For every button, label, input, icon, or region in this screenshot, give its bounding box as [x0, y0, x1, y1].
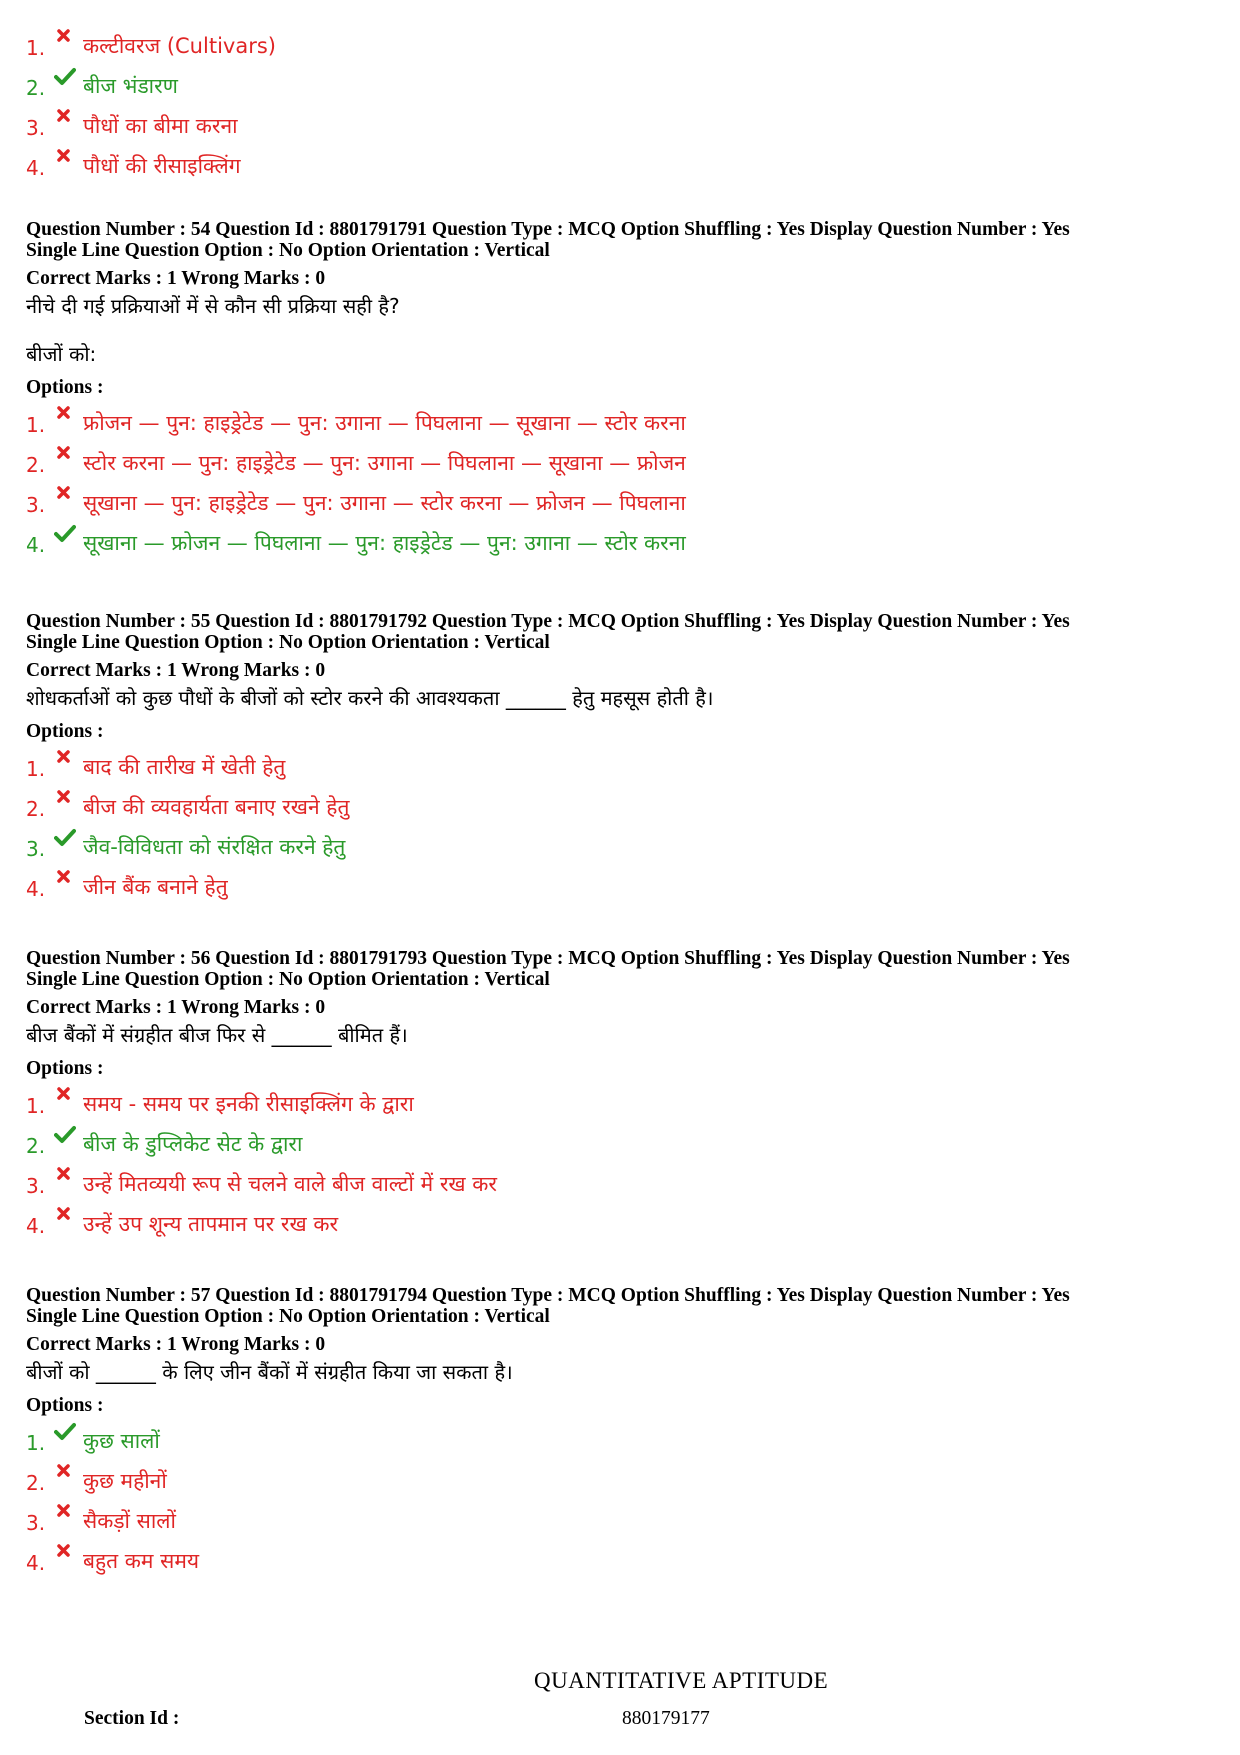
- question-meta-line-1: Question Number : 55 Question Id : 8801791792 Question Type : MCQ Option Shuffling : Yes Display Question Number : Yes: [26, 611, 1070, 632]
- option-item: [26, 1124, 1070, 1164]
- option-number: 2.: [26, 76, 46, 100]
- option-number: 2.: [26, 1471, 46, 1495]
- question-marks: Correct Marks : 1 Wrong Marks : 0: [26, 660, 326, 681]
- question-meta-line-2: Single Line Question Option : No Option Orientation : Vertical: [26, 969, 550, 990]
- option-text: स्टोर करना — पुन: हाइड्रेटेड — पुन: उगाना — पिघलाना — सूखाना — फ्रोजन: [83, 451, 686, 475]
- option-item: [26, 483, 1070, 523]
- option-number: 2.: [26, 797, 46, 821]
- option-number: 4.: [26, 533, 46, 557]
- option-number: 2.: [26, 1134, 46, 1158]
- question-subtext: बीजों को:: [26, 342, 97, 366]
- option-number: 2.: [26, 453, 46, 477]
- option-number: 3.: [26, 1511, 46, 1535]
- option-item: [26, 747, 1070, 787]
- cross-icon: [54, 443, 76, 465]
- options-label: Options :: [26, 1058, 104, 1079]
- option-text: उन्हें उप शून्य तापमान पर रख कर: [83, 1212, 339, 1236]
- cross-icon: [54, 403, 76, 425]
- question-block-56: [26, 948, 1070, 1244]
- option-number: 1.: [26, 1094, 46, 1118]
- option-item: [26, 787, 1070, 827]
- question-block-55: [26, 611, 1070, 907]
- option-text: जीन बैंक बनाने हेतु: [83, 875, 228, 899]
- section-title: QUANTITATIVE APTITUDE: [534, 1668, 829, 1693]
- option-text: बाद की तारीख में खेती हेतु: [83, 755, 286, 779]
- cross-icon: [54, 1501, 76, 1523]
- option-text: कुछ सालों: [83, 1429, 160, 1453]
- cross-icon: [54, 1541, 76, 1563]
- option-text: सैकड़ों सालों: [83, 1509, 176, 1533]
- options-label: Options :: [26, 721, 104, 742]
- option-text: उन्हें मितव्ययी रूप से चलने वाले बीज वाल्टों में रख कर: [83, 1172, 498, 1196]
- section-id-label: Section Id :: [84, 1708, 180, 1729]
- option-text: कल्टीवरज (Cultivars): [83, 34, 276, 58]
- option-number: 4.: [26, 1214, 46, 1238]
- question-marks: Correct Marks : 1 Wrong Marks : 0: [26, 1334, 326, 1355]
- option-item: [26, 1461, 1070, 1501]
- option-text: सूखाना — फ्रोजन — पिघलाना — पुन: हाइड्रेटेड — पुन: उगाना — स्टोर करना: [83, 531, 686, 555]
- question-text: नीचे दी गई प्रक्रियाओं में से कौन सी प्रक्रिया सही है?: [26, 294, 400, 318]
- option-text: पौधों की रीसाइक्लिंग: [83, 154, 241, 178]
- option-text: कुछ महीनों: [83, 1469, 167, 1493]
- option-text: फ्रोजन — पुन: हाइड्रेटेड — पुन: उगाना — पिघलाना — सूखाना — स्टोर करना: [83, 411, 686, 435]
- option-text: बहुत कम समय: [83, 1549, 200, 1573]
- option-number: 3.: [26, 837, 46, 861]
- option-number: 3.: [26, 116, 46, 140]
- cross-icon: [54, 1204, 76, 1226]
- option-text: बीज की व्यवहार्यता बनाए रखने हेतु: [83, 795, 350, 819]
- options-list: [26, 403, 1070, 563]
- option-text: समय - समय पर इनकी रीसाइक्लिंग के द्वारा: [83, 1092, 414, 1116]
- option-item: [26, 443, 1070, 483]
- cross-icon: [54, 867, 76, 889]
- option-number: 1.: [26, 1431, 46, 1455]
- cross-icon: [54, 787, 76, 809]
- question-meta-line-1: Question Number : 57 Question Id : 8801791794 Question Type : MCQ Option Shuffling : Yes Display Question Number : Yes: [26, 1285, 1070, 1306]
- option-number: 3.: [26, 1174, 46, 1198]
- cross-icon: [54, 146, 76, 168]
- check-icon: [54, 1124, 76, 1146]
- option-number: 4.: [26, 1551, 46, 1575]
- section-id-value: 880179177: [622, 1708, 710, 1729]
- options-label: Options :: [26, 377, 104, 398]
- question-meta-line-1: Question Number : 56 Question Id : 8801791793 Question Type : MCQ Option Shuffling : Yes Display Question Number : Yes: [26, 948, 1070, 969]
- options-label: Options :: [26, 1395, 104, 1416]
- cross-icon: [54, 1461, 76, 1483]
- check-icon: [54, 523, 76, 545]
- option-text: बीज भंडारण: [83, 74, 178, 98]
- check-icon: [54, 1421, 76, 1443]
- option-number: 3.: [26, 493, 46, 517]
- option-number: 1.: [26, 757, 46, 781]
- option-item: [26, 1204, 1070, 1244]
- check-icon: [54, 66, 76, 88]
- option-text: बीज के डुप्लिकेट सेट के द्वारा: [83, 1132, 303, 1156]
- option-number: 1.: [26, 413, 46, 437]
- option-item: [26, 1501, 1070, 1541]
- question-marks: Correct Marks : 1 Wrong Marks : 0: [26, 268, 326, 289]
- question-meta-line-2: Single Line Question Option : No Option Orientation : Vertical: [26, 632, 550, 653]
- option-item: [26, 1541, 1070, 1581]
- question-text: शोधकर्ताओं को कुछ पौधों के बीजों को स्टोर करने की आवश्यकता ______ हेतु महसूस होती है।: [26, 686, 714, 710]
- option-text: सूखाना — पुन: हाइड्रेटेड — पुन: उगाना — स्टोर करना — फ्रोजन — पिघलाना: [83, 491, 686, 515]
- cross-icon: [54, 106, 76, 128]
- cross-icon: [54, 747, 76, 769]
- question-meta-line-2: Single Line Question Option : No Option Orientation : Vertical: [26, 1306, 550, 1327]
- option-item: [26, 403, 1070, 443]
- option-item: [26, 1084, 1070, 1124]
- question-block-54: [26, 219, 1070, 563]
- question-meta-line-2: Single Line Question Option : No Option Orientation : Vertical: [26, 240, 550, 261]
- option-item: [26, 523, 1070, 563]
- option-item: [26, 867, 1070, 907]
- question-meta-line-1: Question Number : 54 Question Id : 8801791791 Question Type : MCQ Option Shuffling : Yes Display Question Number : Yes: [26, 219, 1070, 240]
- options-list: [26, 1421, 1070, 1581]
- question-text: बीज बैंकों में संग्रहीत बीज फिर से ______ बीमित हैं।: [26, 1023, 408, 1047]
- question-marks: Correct Marks : 1 Wrong Marks : 0: [26, 997, 326, 1018]
- option-item: [26, 1164, 1070, 1204]
- option-number: 4.: [26, 877, 46, 901]
- cross-icon: [54, 1084, 76, 1106]
- cross-icon: [54, 483, 76, 505]
- option-text: जैव-विविधता को संरक्षित करने हेतु: [83, 835, 346, 859]
- cross-icon: [54, 1164, 76, 1186]
- check-icon: [54, 827, 76, 849]
- option-number: 1.: [26, 36, 46, 60]
- question-block-57: [26, 1285, 1070, 1581]
- option-text: पौधों का बीमा करना: [83, 114, 238, 138]
- options-list: [26, 1084, 1070, 1244]
- question-text: बीजों को ______ के लिए जीन बैंकों में संग्रहीत किया जा सकता है।: [26, 1360, 513, 1384]
- option-number: 4.: [26, 156, 46, 180]
- options-list: [26, 747, 1070, 907]
- cross-icon: [54, 26, 76, 48]
- option-item: [26, 1421, 1070, 1461]
- option-item: [26, 827, 1070, 867]
